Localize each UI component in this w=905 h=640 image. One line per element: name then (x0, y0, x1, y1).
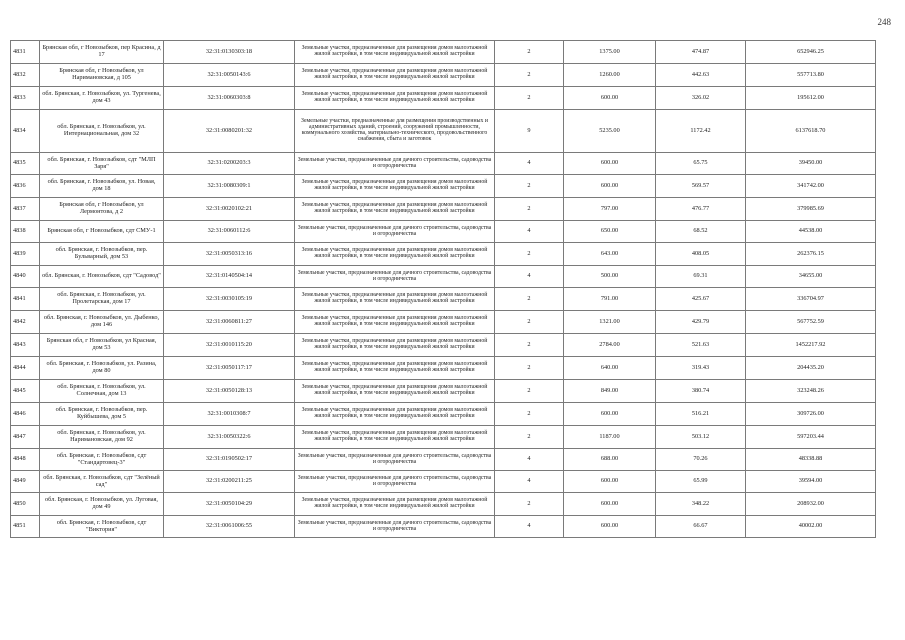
cadastral-value-cell: 379985.69 (746, 198, 876, 221)
category-code-cell: 2 (495, 87, 564, 110)
specific-value-cell: 474.87 (656, 41, 746, 64)
category-code-cell: 2 (495, 426, 564, 449)
cadastral-value-cell: 48338.88 (746, 449, 876, 471)
cadastral-value-cell: 341742.00 (746, 175, 876, 198)
land-use-cell: Земельные участки, предназначенные для размещения домов малоэтажной жилой застройки, в том числе индивидуальной жилой застройки (295, 426, 495, 449)
address-cell: обл. Брянская, г. Новозыбков, ул. Наримановская, дом 92 (40, 426, 164, 449)
specific-value-cell: 66.67 (656, 516, 746, 538)
address-cell: Брянская обл, г Новозыбков, сдт СМУ-1 (40, 221, 164, 243)
table-row (11, 64, 876, 87)
address-cell: обл. Брянская, г. Новозыбков, ул. Новая, дом 18 (40, 175, 164, 198)
cadastral-value-cell: 323248.26 (746, 380, 876, 403)
row-number: 4843 (11, 334, 40, 357)
cadastral-number-cell: 32:31:0080309:1 (164, 175, 295, 198)
address-cell: обл. Брянская, г. Новозыбков, ул. Тургенева, дом 43 (40, 87, 164, 110)
cadastral-value-cell: 1452217.92 (746, 334, 876, 357)
land-use-cell: Земельные участки, предназначенные для размещения домов малоэтажной жилой застройки, в том числе индивидуальной жилой застройки (295, 64, 495, 87)
address-cell: обл. Брянская, г. Новозыбков, сдт "МЛП Заря" (40, 153, 164, 175)
table-row (11, 493, 876, 516)
row-number: 4846 (11, 403, 40, 426)
area-cell: 500.00 (564, 266, 656, 288)
category-code-cell: 2 (495, 334, 564, 357)
address-cell: обл. Брянская, г. Новозыбков, ул. Разина, дом 80 (40, 357, 164, 380)
area-cell: 688.00 (564, 449, 656, 471)
area-cell: 600.00 (564, 153, 656, 175)
area-cell: 1187.00 (564, 426, 656, 449)
address-cell: обл. Брянская, г. Новозыбков, сдт "Зелёный сад" (40, 471, 164, 493)
cadastral-value-cell: 208932.00 (746, 493, 876, 516)
cadastral-value-cell: 262376.15 (746, 243, 876, 266)
table-row (11, 516, 876, 538)
cadastral-number-cell: 32:31:0060811:27 (164, 311, 295, 334)
address-cell: обл. Брянская, г. Новозыбков, ул. Дыбенко, дом 146 (40, 311, 164, 334)
cadastral-value-cell: 597203.44 (746, 426, 876, 449)
table-row (11, 471, 876, 493)
land-use-cell: Земельные участки, предназначенные для дачного строительства, садоводства и огородничества (295, 266, 495, 288)
land-use-cell: Земельные участки, предназначенные для размещения домов малоэтажной жилой застройки, в том числе индивидуальной жилой застройки (295, 334, 495, 357)
row-number: 4847 (11, 426, 40, 449)
land-use-cell: Земельные участки, предназначенные для размещения домов малоэтажной жилой застройки, в том числе индивидуальной жилой застройки (295, 243, 495, 266)
cadastral-number-cell: 32:31:0050117:17 (164, 357, 295, 380)
specific-value-cell: 65.99 (656, 471, 746, 493)
specific-value-cell: 69.31 (656, 266, 746, 288)
cadastral-number-cell: 32:31:0190502:17 (164, 449, 295, 471)
land-use-cell: Земельные участки, предназначенные для размещения производственных и административных зданий, строений, сооружений промышленности, коммунального хозяйства, материально-технического, продовольственного снабжения, сбыта и заготовок (295, 110, 495, 153)
area-cell: 600.00 (564, 493, 656, 516)
specific-value-cell: 516.21 (656, 403, 746, 426)
cadastral-number-cell: 32:31:0050143:6 (164, 64, 295, 87)
table-row (11, 41, 876, 64)
land-use-cell: Земельные участки, предназначенные для размещения домов малоэтажной жилой застройки, в том числе индивидуальной жилой застройки (295, 198, 495, 221)
category-code-cell: 2 (495, 357, 564, 380)
category-code-cell: 4 (495, 516, 564, 538)
land-use-cell: Земельные участки, предназначенные для дачного строительства, садоводства и огородничества (295, 221, 495, 243)
area-cell: 600.00 (564, 516, 656, 538)
address-cell: обл. Брянская, г. Новозыбков, ул. Солнечная, дом 13 (40, 380, 164, 403)
category-code-cell: 4 (495, 153, 564, 175)
table-row (11, 221, 876, 243)
table-body (11, 41, 876, 538)
table-row (11, 357, 876, 380)
land-use-cell: Земельные участки, предназначенные для размещения домов малоэтажной жилой застройки, в том числе индивидуальной жилой застройки (295, 380, 495, 403)
category-code-cell: 2 (495, 175, 564, 198)
row-number: 4831 (11, 41, 40, 64)
row-number: 4832 (11, 64, 40, 87)
cadastral-value-cell: 567752.59 (746, 311, 876, 334)
area-cell: 849.00 (564, 380, 656, 403)
row-number: 4840 (11, 266, 40, 288)
specific-value-cell: 65.75 (656, 153, 746, 175)
cadastral-value-cell: 6137618.70 (746, 110, 876, 153)
cadastral-number-cell: 32:31:0200211:25 (164, 471, 295, 493)
table-row (11, 175, 876, 198)
category-code-cell: 4 (495, 221, 564, 243)
page-number: 248 (877, 17, 891, 27)
land-use-cell: Земельные участки, предназначенные для размещения домов малоэтажной жилой застройки, в том числе индивидуальной жилой застройки (295, 311, 495, 334)
row-number: 4848 (11, 449, 40, 471)
category-code-cell: 2 (495, 380, 564, 403)
row-number: 4849 (11, 471, 40, 493)
cadastral-number-cell: 32:31:0050104:29 (164, 493, 295, 516)
row-number: 4844 (11, 357, 40, 380)
category-code-cell: 2 (495, 41, 564, 64)
cadastral-number-cell: 32:31:0050128:13 (164, 380, 295, 403)
cadastral-number-cell: 32:31:0080201:32 (164, 110, 295, 153)
row-number: 4850 (11, 493, 40, 516)
specific-value-cell: 429.79 (656, 311, 746, 334)
cadastral-number-cell: 32:31:0010115:20 (164, 334, 295, 357)
row-number: 4837 (11, 198, 40, 221)
area-cell: 600.00 (564, 403, 656, 426)
area-cell: 600.00 (564, 175, 656, 198)
address-cell: обл. Брянская, г. Новозыбков, ул. Пролетарская, дом 17 (40, 288, 164, 311)
table-row (11, 380, 876, 403)
address-cell: Брянская обл, г Новозыбков, ул Наримановская, д 105 (40, 64, 164, 87)
cadastral-number-cell: 32:31:0020102:21 (164, 198, 295, 221)
category-code-cell: 2 (495, 311, 564, 334)
cadastral-number-cell: 32:31:0140504:14 (164, 266, 295, 288)
specific-value-cell: 503.12 (656, 426, 746, 449)
specific-value-cell: 1172.42 (656, 110, 746, 153)
cadastral-value-cell: 34655.00 (746, 266, 876, 288)
area-cell: 650.00 (564, 221, 656, 243)
area-cell: 797.00 (564, 198, 656, 221)
table-row (11, 243, 876, 266)
table-row (11, 110, 876, 153)
address-cell: Брянская обл, г Новозыбков, ул Красная, дом 53 (40, 334, 164, 357)
cadastral-value-cell: 204435.20 (746, 357, 876, 380)
specific-value-cell: 348.22 (656, 493, 746, 516)
specific-value-cell: 70.26 (656, 449, 746, 471)
row-number: 4842 (11, 311, 40, 334)
row-number: 4839 (11, 243, 40, 266)
specific-value-cell: 521.63 (656, 334, 746, 357)
table-row (11, 449, 876, 471)
address-cell: обл. Брянская, г. Новозыбков, пер. Бульварный, дом 53 (40, 243, 164, 266)
land-use-cell: Земельные участки, предназначенные для размещения домов малоэтажной жилой застройки, в том числе индивидуальной жилой застройки (295, 87, 495, 110)
cadastral-value-cell: 652946.25 (746, 41, 876, 64)
address-cell: Брянская обл, г Новозыбков, ул Лермонтова, д 2 (40, 198, 164, 221)
table-row (11, 198, 876, 221)
cadastral-value-cell: 557713.80 (746, 64, 876, 87)
category-code-cell: 2 (495, 64, 564, 87)
specific-value-cell: 476.77 (656, 198, 746, 221)
specific-value-cell: 408.05 (656, 243, 746, 266)
area-cell: 600.00 (564, 471, 656, 493)
land-use-cell: Земельные участки, предназначенные для размещения домов малоэтажной жилой застройки, в том числе индивидуальной жилой застройки (295, 493, 495, 516)
address-cell: обл. Брянская, г. Новозыбков, ул. Луговая, дом 49 (40, 493, 164, 516)
area-cell: 600.00 (564, 87, 656, 110)
table-row (11, 288, 876, 311)
cadastral-value-cell: 40002.00 (746, 516, 876, 538)
area-cell: 640.00 (564, 357, 656, 380)
cadastral-value-cell: 195612.00 (746, 87, 876, 110)
cadastral-number-cell: 32:31:0061006:55 (164, 516, 295, 538)
area-cell: 643.00 (564, 243, 656, 266)
area-cell: 1375.00 (564, 41, 656, 64)
category-code-cell: 2 (495, 198, 564, 221)
cadastral-number-cell: 32:31:0200203:3 (164, 153, 295, 175)
specific-value-cell: 569.57 (656, 175, 746, 198)
row-number: 4841 (11, 288, 40, 311)
cadastral-number-cell: 32:31:0050322:6 (164, 426, 295, 449)
cadastral-number-cell: 32:31:0060303:8 (164, 87, 295, 110)
land-use-cell: Земельные участки, предназначенные для дачного строительства, садоводства и огородничества (295, 471, 495, 493)
cadastral-value-cell: 39450.00 (746, 153, 876, 175)
land-use-cell: Земельные участки, предназначенные для размещения домов малоэтажной жилой застройки, в том числе индивидуальной жилой застройки (295, 403, 495, 426)
land-use-cell: Земельные участки, предназначенные для дачного строительства, садоводства и огородничества (295, 153, 495, 175)
specific-value-cell: 425.67 (656, 288, 746, 311)
land-registry-table (10, 40, 876, 538)
category-code-cell: 9 (495, 110, 564, 153)
specific-value-cell: 380.74 (656, 380, 746, 403)
category-code-cell: 2 (495, 493, 564, 516)
cadastral-value-cell: 39594.00 (746, 471, 876, 493)
area-cell: 1260.00 (564, 64, 656, 87)
cadastral-number-cell: 32:31:0010308:7 (164, 403, 295, 426)
area-cell: 5235.00 (564, 110, 656, 153)
category-code-cell: 2 (495, 403, 564, 426)
category-code-cell: 4 (495, 449, 564, 471)
specific-value-cell: 326.02 (656, 87, 746, 110)
area-cell: 2784.00 (564, 334, 656, 357)
address-cell: обл. Брянская, г. Новозыбков, ул. Интернациональная, дом 32 (40, 110, 164, 153)
cadastral-number-cell: 32:31:0050313:16 (164, 243, 295, 266)
row-number: 4845 (11, 380, 40, 403)
table-row (11, 334, 876, 357)
address-cell: обл. Брянская, г. Новозыбков, сдт "Виктория" (40, 516, 164, 538)
category-code-cell: 2 (495, 243, 564, 266)
address-cell: обл. Брянская, г. Новозыбков, сдт "Стандартовец-3" (40, 449, 164, 471)
cadastral-number-cell: 32:31:0130303:18 (164, 41, 295, 64)
row-number: 4838 (11, 221, 40, 243)
specific-value-cell: 442.63 (656, 64, 746, 87)
address-cell: обл. Брянская, г. Новозыбков, пер. Куйбышева, дом 5 (40, 403, 164, 426)
land-use-cell: Земельные участки, предназначенные для дачного строительства, садоводства и огородничества (295, 516, 495, 538)
table-row (11, 403, 876, 426)
address-cell: Брянская обл, г Новозыбков, пер Красина, д 17 (40, 41, 164, 64)
land-use-cell: Земельные участки, предназначенные для размещения домов малоэтажной жилой застройки, в том числе индивидуальной жилой застройки (295, 41, 495, 64)
table-row (11, 426, 876, 449)
area-cell: 1321.00 (564, 311, 656, 334)
area-cell: 791.00 (564, 288, 656, 311)
cadastral-value-cell: 336704.97 (746, 288, 876, 311)
table-row (11, 266, 876, 288)
specific-value-cell: 68.52 (656, 221, 746, 243)
specific-value-cell: 319.43 (656, 357, 746, 380)
land-use-cell: Земельные участки, предназначенные для размещения домов малоэтажной жилой застройки, в том числе индивидуальной жилой застройки (295, 288, 495, 311)
address-cell: обл. Брянская, г. Новозыбков, сдт "Садовод" (40, 266, 164, 288)
cadastral-value-cell: 309726.00 (746, 403, 876, 426)
land-use-cell: Земельные участки, предназначенные для дачного строительства, садоводства и огородничества (295, 449, 495, 471)
land-use-cell: Земельные участки, предназначенные для размещения домов малоэтажной жилой застройки, в том числе индивидуальной жилой застройки (295, 357, 495, 380)
table-row (11, 153, 876, 175)
row-number: 4851 (11, 516, 40, 538)
row-number: 4835 (11, 153, 40, 175)
row-number: 4834 (11, 110, 40, 153)
category-code-cell: 4 (495, 266, 564, 288)
table-row (11, 87, 876, 110)
row-number: 4833 (11, 87, 40, 110)
cadastral-number-cell: 32:31:0060112:6 (164, 221, 295, 243)
cadastral-number-cell: 32:31:0030105:19 (164, 288, 295, 311)
category-code-cell: 2 (495, 288, 564, 311)
table-row (11, 311, 876, 334)
row-number: 4836 (11, 175, 40, 198)
cadastral-value-cell: 44538.00 (746, 221, 876, 243)
land-use-cell: Земельные участки, предназначенные для размещения домов малоэтажной жилой застройки, в том числе индивидуальной жилой застройки (295, 175, 495, 198)
category-code-cell: 4 (495, 471, 564, 493)
